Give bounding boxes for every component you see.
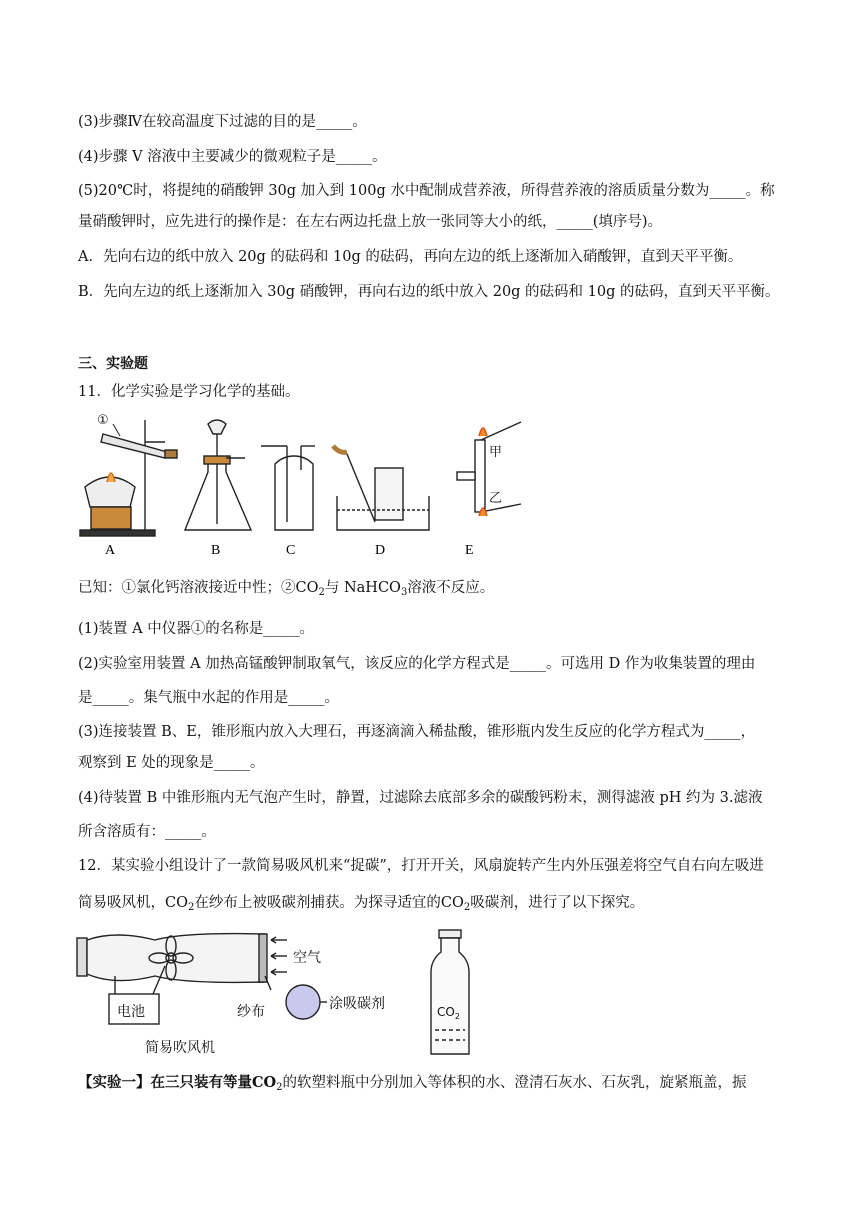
fig-label-d: D <box>375 543 386 558</box>
air-label: 空气 <box>293 950 321 966</box>
q11-known-info: 已知：①氯化钙溶液接近中性；$②CO_2$与 NaHCO$_3$溶液不反应。 <box>78 580 495 598</box>
q11-part2-line1: (2)实验室用装置 A 加热高锰酸钾制取氧气，该反应的化学方程式是_____。可选用 D 作为收集装置的理由 <box>78 656 756 672</box>
blower-caption: 简易吹风机 <box>145 1040 215 1056</box>
fig-label-a: A <box>105 543 116 558</box>
section-title: 三、实验题 <box>78 356 148 372</box>
q10-option-a: A．先向右边的纸中放入 20g 的砝码和 10g 的砝码，再向左边的纸上逐渐加入硝酸钾，直到天平平衡。 <box>78 249 743 265</box>
gauze-label: 纱布 <box>237 1004 265 1020</box>
q12-line2: 简易吸风机，$CO_2$在纱布上被吸碳剂捕获。为探寻适宜的$CO_2$吸碳剂，进行了以下探究。 <box>78 895 645 913</box>
fig-label-c: C <box>286 543 296 558</box>
q10-part4: (4)步骤 V 溶液中主要减少的微观粒子是_____。 <box>78 149 387 165</box>
q11-part3-line1: (3)连接装置 B、E，锥形瓶内放入大理石，再逐滴滴入稀盐酸，锥形瓶内发生反应的化学方程式为_____， <box>78 724 756 740</box>
fig-label-e: E <box>465 543 474 558</box>
q12-line1: 12．某实验小组设计了一款简易吸风机来“捉碳”，打开开关，风扇旋转产生内外压强差将空气自右向左吸进 <box>78 858 764 874</box>
q10-part5-line2: 量硝酸钾时，应先进行的操作是：在左右两边托盘上放一张同等大小的纸，_____(填序号)。 <box>78 214 663 230</box>
yi-label: 乙 <box>489 491 503 506</box>
q11-stem: 11．化学实验是学习化学的基础。 <box>78 384 300 400</box>
battery-label: 电池 <box>117 1004 145 1020</box>
q11-apparatus-figure <box>75 412 535 562</box>
q10-part3: (3)步骤Ⅳ在较高温度下过滤的目的是_____。 <box>78 114 367 130</box>
jia-label: 甲 <box>489 445 503 460</box>
q10-option-b: B．先向左边的纸上逐渐加入 30g 硝酸钾，再向右边的纸中放入 20g 的砝码和 10g 的砝码，直到天平平衡。 <box>78 284 780 300</box>
q11-part1: (1)装置 A 中仪器①的名称是_____。 <box>78 621 314 637</box>
fig-label-b: B <box>211 543 221 558</box>
bottle-co2-label: $CO_2$ <box>437 1005 460 1021</box>
q11-part3-line2: 观察到 E 处的现象是_____。 <box>78 755 265 771</box>
q12-experiment1: 【实验一】在三只装有等量$CO_2$的软塑料瓶中分别加入等体积的水、澄清石灰水、石灰乳，旋紧瓶盖，振 <box>78 1074 747 1093</box>
circle-one-label: ① <box>97 413 109 428</box>
q11-part2-line2: 是_____。集气瓶中水起的作用是_____。 <box>78 690 339 706</box>
absorber-label: 涂吸碳剂 <box>329 996 385 1012</box>
q11-part4-line2: 所含溶质有：_____。 <box>78 824 216 840</box>
q10-part5-line1: (5)20℃时，将提纯的硝酸钾 30g 加入到 100g 水中配制成营养液，所得营养液的溶质质量分数为_____。称 <box>78 183 775 199</box>
q12-blower-figure <box>75 926 495 1061</box>
q11-part4-line1: (4)待装置 B 中锥形瓶内无气泡产生时，静置，过滤除去底部多余的碳酸钙粉末，测得滤液 pH 约为 3.滤液 <box>78 790 763 806</box>
